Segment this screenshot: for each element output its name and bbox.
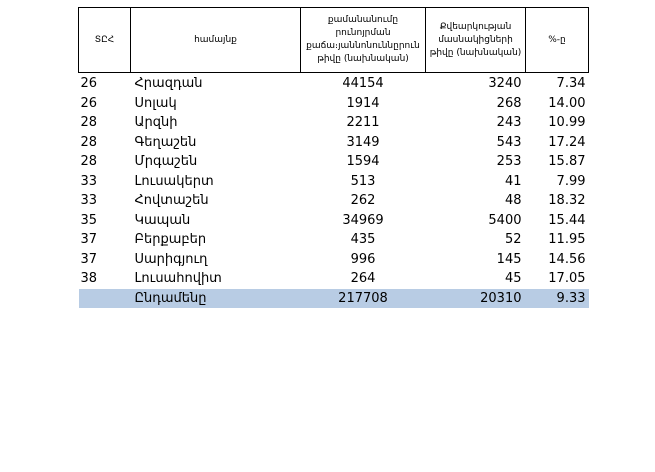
table-row [79, 152, 589, 172]
cell-participants: 52 [504, 232, 522, 247]
cell-code: 26 [80, 76, 98, 91]
cell-voters: 1914 [346, 95, 380, 111]
table-row [79, 211, 589, 231]
cell-participants: 543 [496, 134, 522, 150]
table-row [79, 269, 589, 289]
cell-community: Կապան [134, 212, 191, 228]
cell-code: 33 [80, 173, 98, 189]
table-row [79, 133, 589, 153]
table-row [79, 230, 589, 250]
cell-percent: 17.24 [548, 134, 586, 150]
cell-percent: 7.34 [556, 76, 586, 91]
cell-voters: 996 [350, 251, 376, 267]
cell-community: Գեղաշեն [134, 134, 197, 150]
cell-percent: 14.00 [548, 95, 586, 111]
cell-participants: 48 [504, 193, 522, 208]
cell-percent: 10.99 [548, 115, 586, 130]
cell-percent: 15.87 [548, 154, 586, 169]
cell-community: Լուսակերտ [134, 173, 214, 189]
cell-community: Արզնի [134, 115, 178, 130]
cell-percent: 7.99 [556, 173, 586, 189]
cell-participants: 268 [496, 95, 522, 111]
total-voters: 217708 [301, 289, 426, 309]
cell-community: Սարիգյուղ [134, 251, 208, 267]
cell-community: Հրազդան [134, 76, 203, 91]
table-header [79, 8, 589, 73]
cell-voters: 262 [350, 193, 376, 208]
cell-voters: 264 [350, 271, 376, 286]
total-code-cell [79, 289, 131, 309]
header-row [79, 8, 589, 73]
cell-voters: 34969 [342, 212, 384, 228]
table-body [79, 73, 589, 309]
cell-voters: 44154 [342, 76, 384, 91]
total-percent: 9.33 [526, 289, 589, 309]
cell-community: Սոլակ [134, 95, 177, 111]
cell-percent: 11.95 [548, 232, 586, 247]
table-row [79, 172, 589, 192]
table-row [79, 113, 589, 133]
total-label: Ընդամենը [131, 289, 301, 309]
turnout-table [78, 7, 589, 308]
cell-community: Բերքաբեր [134, 232, 207, 247]
cell-participants: 5400 [488, 212, 522, 228]
table-row [79, 73, 589, 94]
header-voters: քամանանումը րունոյրման քաճա։յաննոնուննըրուն թիվը (նախնական) [301, 8, 426, 73]
table-row [79, 191, 589, 211]
cell-voters: 2211 [346, 115, 380, 130]
cell-percent: 14.56 [548, 251, 586, 267]
cell-percent: 17.05 [548, 271, 586, 286]
cell-voters: 435 [350, 232, 376, 247]
header-percent: %-ը [526, 8, 589, 73]
cell-participants: 253 [496, 154, 522, 169]
cell-code: 28 [80, 134, 98, 150]
cell-voters: 3149 [346, 134, 380, 150]
header-community: համայնք [131, 8, 301, 73]
cell-community: Լուսահովիտ [134, 271, 222, 286]
results-sheet [78, 7, 588, 308]
cell-code: 28 [80, 154, 98, 169]
cell-participants: 243 [496, 115, 522, 130]
cell-code: 38 [80, 271, 98, 286]
cell-code: 37 [80, 251, 98, 267]
cell-participants: 45 [504, 271, 522, 286]
cell-code: 35 [80, 212, 98, 228]
header-code: ՏԸՀ [79, 8, 131, 73]
cell-percent: 15.44 [548, 212, 586, 228]
cell-community: Հովտաշեն [134, 193, 209, 208]
total-row [79, 289, 589, 309]
cell-percent: 18.32 [548, 193, 586, 208]
cell-voters: 1594 [346, 154, 380, 169]
cell-voters: 513 [350, 173, 376, 189]
cell-code: 28 [80, 115, 98, 130]
header-participants: Քվեարկության մասնակիցների թիվը (նախնական) [426, 8, 526, 73]
cell-participants: 41 [504, 173, 522, 189]
table-row [79, 250, 589, 270]
cell-participants: 3240 [488, 76, 522, 91]
cell-participants: 145 [496, 251, 522, 267]
total-participants: 20310 [426, 289, 526, 309]
cell-code: 33 [80, 193, 98, 208]
cell-community: Մրգաշեն [134, 154, 198, 169]
cell-code: 37 [80, 232, 98, 247]
cell-code: 26 [80, 95, 98, 111]
table-row [79, 94, 589, 114]
